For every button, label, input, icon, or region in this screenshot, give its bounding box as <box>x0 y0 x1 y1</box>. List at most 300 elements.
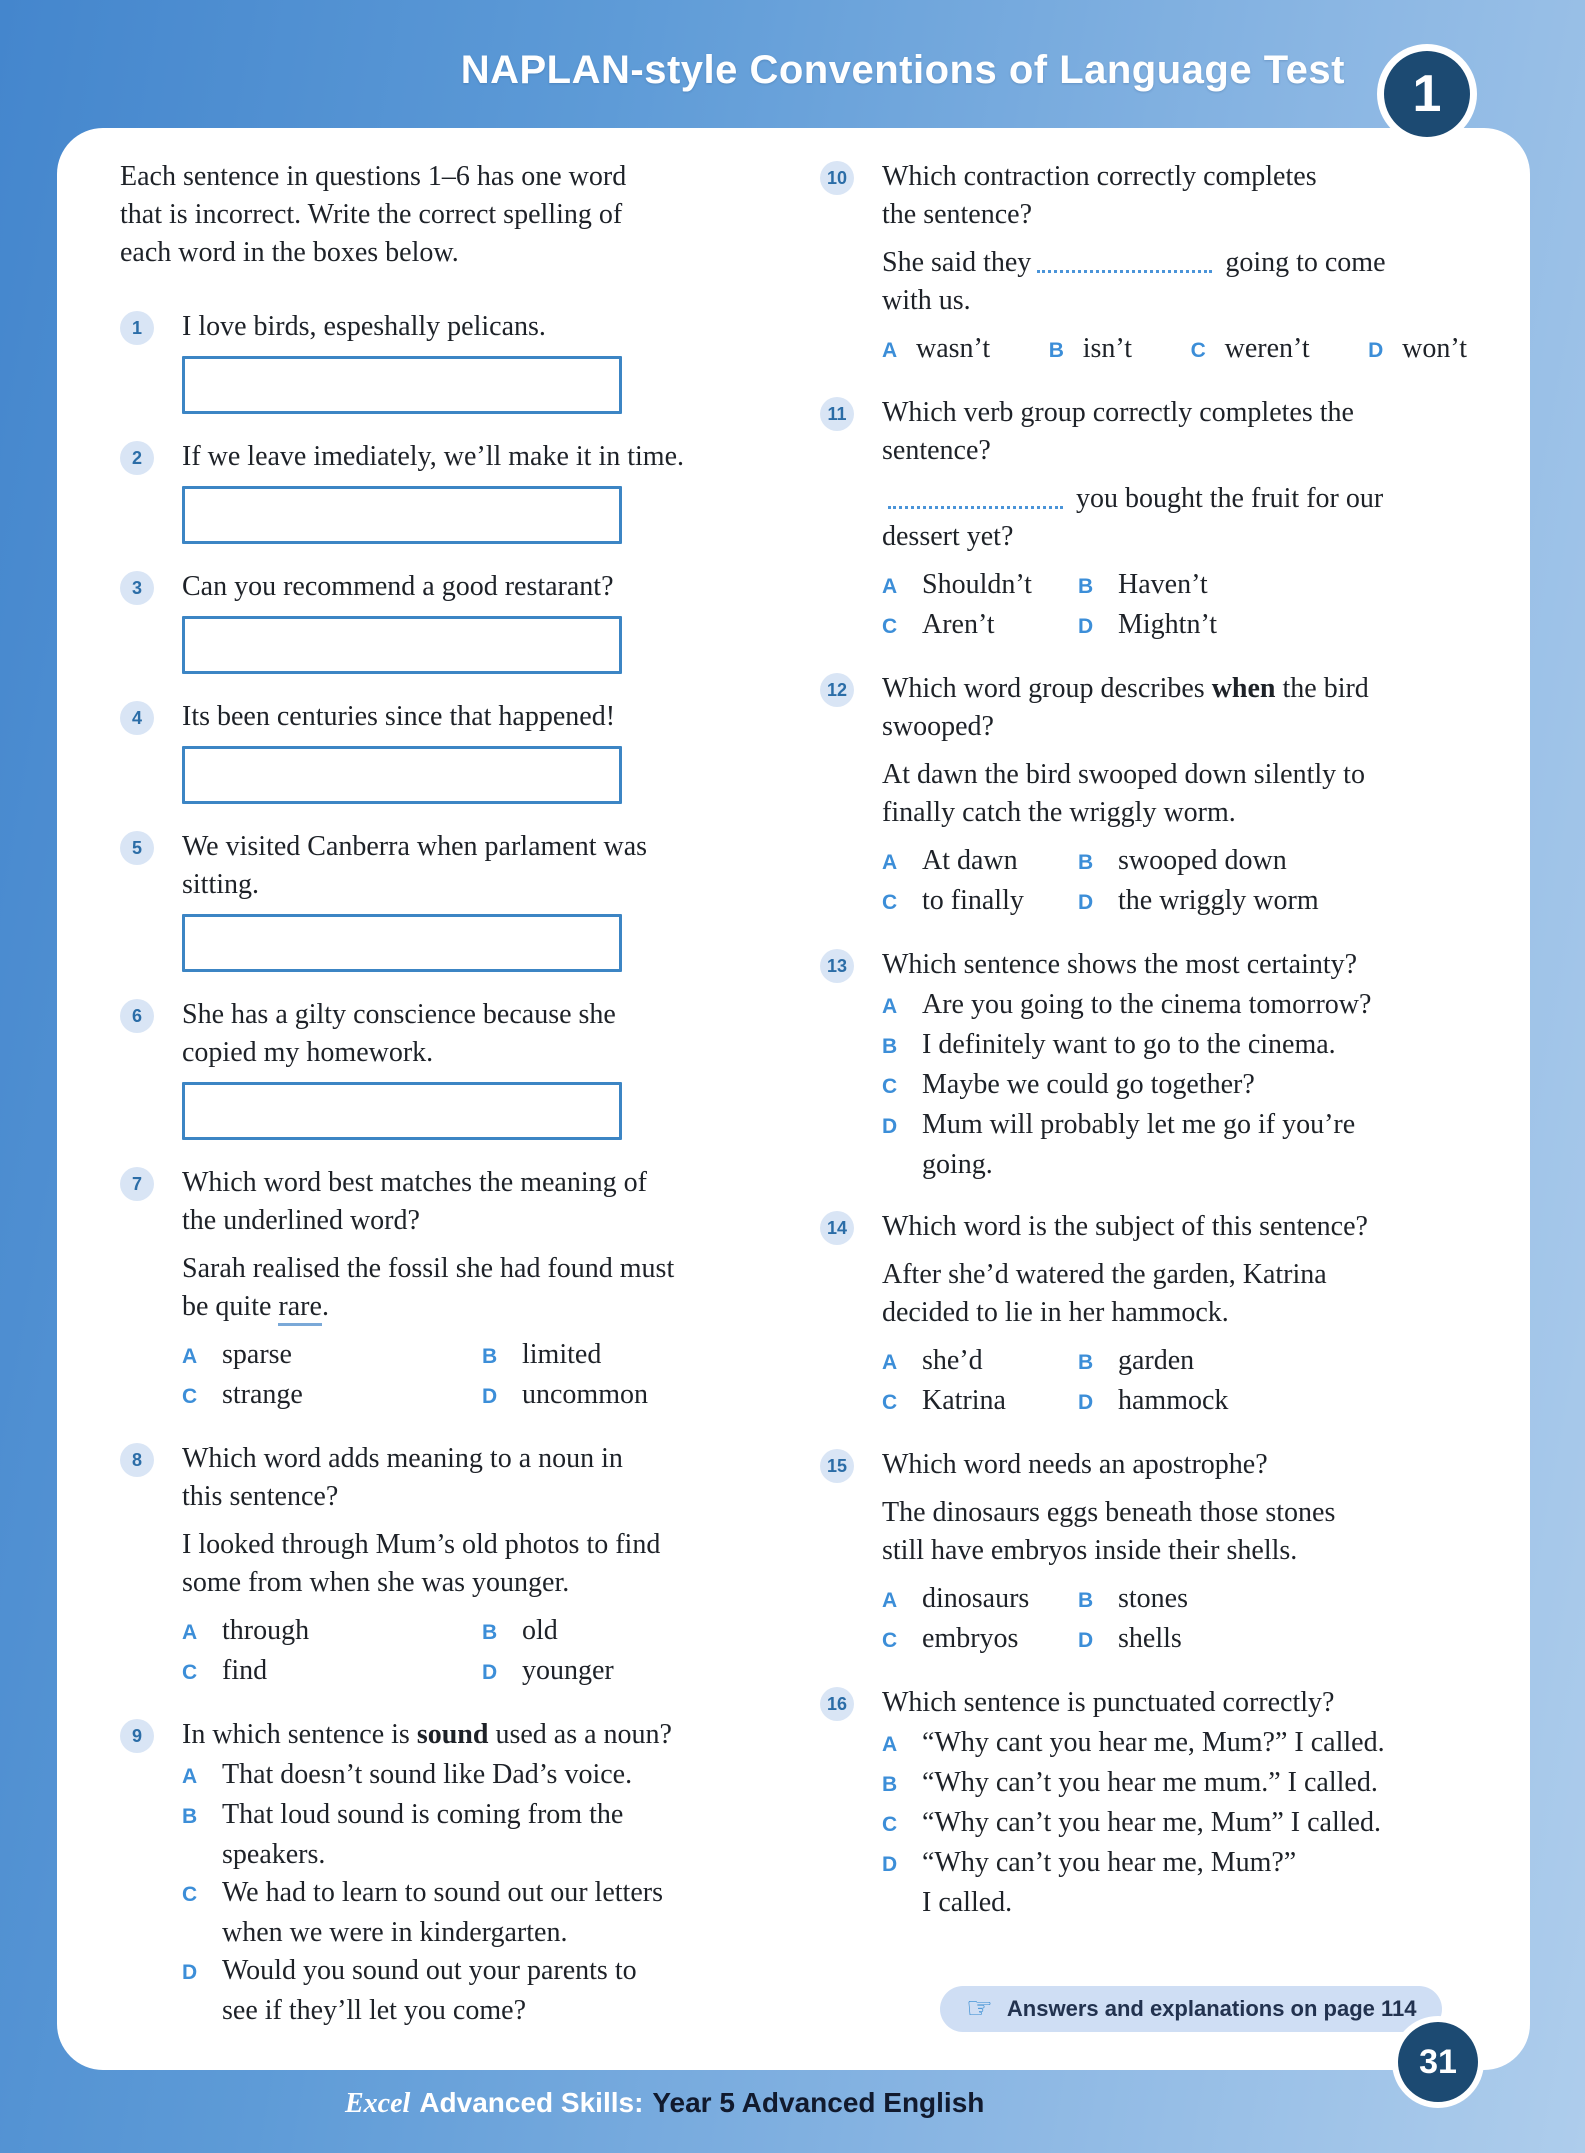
question-number-badge <box>120 1443 154 1477</box>
option-text <box>922 1620 1018 1658</box>
option <box>882 842 1078 882</box>
option-text <box>1225 330 1310 368</box>
question-12 <box>820 670 1500 922</box>
option-text <box>922 1109 1355 1180</box>
option-text <box>922 842 1018 880</box>
text-segment: be quite <box>182 1291 279 1322</box>
options <box>882 842 1500 922</box>
question-number-badge <box>820 397 854 431</box>
option <box>182 1612 482 1652</box>
option-letter: D <box>482 1385 498 1408</box>
option-text <box>1118 566 1208 604</box>
option-letter: A <box>882 1589 898 1612</box>
option <box>882 1764 1500 1804</box>
option-letter: A <box>882 575 898 598</box>
text-segment: Which word group describes <box>882 673 1212 704</box>
page-number-circle <box>1392 2016 1484 2108</box>
option <box>882 1066 1500 1106</box>
text-segment: That doesn’t sound like Dad’s voice. <box>222 1759 633 1790</box>
option-letter: D <box>482 1661 498 1684</box>
option <box>882 1724 1500 1764</box>
question-number-badge <box>120 999 154 1033</box>
option <box>182 1652 482 1692</box>
text-segment: I looked through Mum’s old photos to find <box>182 1529 661 1560</box>
option-letter: C <box>882 615 898 638</box>
text-segment: . <box>321 1291 329 1322</box>
option-text <box>1083 330 1132 368</box>
text-segment: Shouldn’t <box>922 569 1032 600</box>
text-segment: Sarah realised the fossil she had found must <box>182 1253 675 1284</box>
question-number-label: 2 <box>131 447 142 468</box>
text-segment: She said they <box>882 247 1032 278</box>
question-text <box>182 996 780 1072</box>
blank-line <box>888 486 1063 509</box>
question-number-badge <box>120 1719 154 1753</box>
option <box>482 1376 780 1416</box>
text-segment: she’d <box>922 1345 983 1376</box>
text-segment: copied my homework. <box>182 1037 434 1068</box>
question-text <box>882 1446 1500 1484</box>
text-segment: We visited Canberra when parlament was <box>182 831 648 862</box>
question-number-label: 6 <box>131 1005 142 1026</box>
option <box>482 1336 780 1376</box>
option-letter: C <box>182 1385 198 1408</box>
option-text <box>922 606 995 644</box>
option-letter: A <box>882 995 898 1018</box>
stimulus-text <box>882 756 1500 832</box>
bold-word: sound <box>416 1719 489 1750</box>
text-segment: Katrina <box>922 1385 1006 1416</box>
option-text <box>522 1612 558 1650</box>
option-letter: A <box>182 1621 198 1644</box>
option-letter: D <box>1368 339 1384 362</box>
question-text <box>882 946 1500 984</box>
text-segment: hammock <box>1118 1385 1229 1416</box>
option-letter: B <box>182 1805 198 1828</box>
text-segment: used as a noun? <box>488 1719 672 1750</box>
page-number <box>1398 2022 1478 2102</box>
text-segment: swooped? <box>882 711 994 742</box>
option <box>882 606 1078 646</box>
option-text <box>522 1376 648 1414</box>
question-number-badge <box>120 571 154 605</box>
text-segment: speakers. <box>222 1839 326 1870</box>
text-segment: sparse <box>222 1339 292 1370</box>
instructions-text: Each sentence in questions 1–6 has one word that is incorrect. Write the correct spelling of each word in the boxes below. <box>120 161 627 268</box>
question-number-badge <box>820 1687 854 1721</box>
page-number-label: 31 <box>1419 2042 1457 2081</box>
question-number-label: 1 <box>131 317 142 338</box>
options <box>882 1342 1500 1422</box>
underlined-word: rare <box>278 1291 322 1326</box>
text-segment: “Why can’t you hear me, Mum” I called. <box>922 1807 1381 1838</box>
question-3 <box>120 568 780 674</box>
question-text <box>882 1208 1500 1246</box>
option <box>882 1342 1078 1382</box>
option-text <box>1118 606 1217 644</box>
option <box>1078 1382 1500 1422</box>
question-4 <box>120 698 780 804</box>
option-text <box>222 1955 637 2026</box>
option-text <box>1118 1620 1182 1658</box>
option-letter: A <box>882 339 898 362</box>
text-segment: Which word needs an apostrophe? <box>882 1449 1268 1480</box>
option-letter: C <box>882 1813 898 1836</box>
text-segment: old <box>522 1615 558 1646</box>
stimulus-text <box>882 480 1500 556</box>
text-segment: the underlined word? <box>182 1205 420 1236</box>
text-segment: Are you going to the cinema tomorrow? <box>922 989 1372 1020</box>
options <box>182 1336 780 1416</box>
answer-box[interactable] <box>182 616 622 674</box>
option <box>882 882 1078 922</box>
text-segment: see if they’ll let you come? <box>222 1995 526 2026</box>
option-letter: D <box>882 1853 898 1876</box>
option-text <box>1118 842 1287 880</box>
option-letter: A <box>882 1351 898 1374</box>
options <box>182 1612 780 1692</box>
text-segment: Mightn’t <box>1118 609 1218 640</box>
question-text <box>182 1164 780 1240</box>
question-number-label: 3 <box>131 577 142 598</box>
text-segment: I definitely want to go to the cinema. <box>922 1029 1336 1060</box>
option-text <box>1402 330 1467 368</box>
text-segment: She has a gilty conscience because she <box>182 999 616 1030</box>
option <box>882 1844 1500 1922</box>
option-text <box>922 882 1024 920</box>
options <box>882 986 1500 1184</box>
pointing-hand-icon: ☞ <box>966 1991 993 2026</box>
option <box>1078 606 1500 646</box>
option <box>882 1580 1078 1620</box>
option-text <box>922 1767 1378 1798</box>
option <box>1078 1342 1500 1382</box>
text-segment: some from when she was younger. <box>182 1567 570 1598</box>
text-segment: sentence? <box>882 435 991 466</box>
answer-box[interactable] <box>182 914 622 972</box>
option-text <box>222 1376 303 1414</box>
option-letter: D <box>1078 615 1094 638</box>
text-segment: Which verb group correctly completes the <box>882 397 1354 428</box>
question-number-badge <box>820 161 854 195</box>
option-letter: A <box>182 1765 198 1788</box>
option-text <box>916 330 990 368</box>
option <box>1191 330 1310 370</box>
answer-box[interactable] <box>182 356 622 414</box>
option-text <box>1118 1382 1228 1420</box>
option-letter: A <box>882 851 898 874</box>
option-letter: D <box>182 1961 198 1984</box>
question-number-badge <box>120 1167 154 1201</box>
option <box>1078 1620 1500 1660</box>
question-text <box>882 1684 1500 1722</box>
text-segment: dinosaurs <box>922 1583 1030 1614</box>
option-text <box>222 1759 632 1790</box>
option <box>182 1336 482 1376</box>
option <box>182 1756 780 1796</box>
text-segment: find <box>222 1655 268 1686</box>
question-number-label: 8 <box>131 1449 142 1470</box>
options <box>882 1580 1500 1660</box>
question-text <box>182 828 780 904</box>
question-7 <box>120 1164 780 1416</box>
options <box>182 1756 780 2030</box>
text-segment: finally catch the wriggly worm. <box>882 797 1236 828</box>
question-text <box>882 670 1500 746</box>
option-text <box>222 1799 623 1870</box>
text-segment: shells <box>1118 1623 1182 1654</box>
question-number-label: 14 <box>826 1217 848 1238</box>
text-segment: younger <box>522 1655 614 1686</box>
option-text <box>522 1336 601 1374</box>
text-segment: sitting. <box>182 869 260 900</box>
test-number-circle <box>1377 44 1477 144</box>
option-letter: B <box>482 1345 498 1368</box>
option <box>182 1376 482 1416</box>
right-column <box>820 158 1500 1946</box>
text-segment: to finally <box>922 885 1024 916</box>
text-segment: strange <box>222 1379 303 1410</box>
answers-reference-badge <box>940 1986 1442 2032</box>
question-number-badge <box>120 831 154 865</box>
question-text <box>182 568 780 606</box>
footer-book-title <box>345 2086 984 2121</box>
text-segment: the bird <box>1275 673 1369 704</box>
text-segment: Which sentence shows the most certainty? <box>882 949 1358 980</box>
text-segment: Which word best matches the meaning of <box>182 1167 647 1198</box>
question-number-badge <box>120 441 154 475</box>
answer-box[interactable] <box>182 1082 622 1140</box>
text-segment: I called. <box>922 1887 1013 1918</box>
option-letter: B <box>882 1035 898 1058</box>
text-segment: won’t <box>1402 333 1467 364</box>
text-segment: limited <box>522 1339 602 1370</box>
option-letter: D <box>882 1115 898 1138</box>
text-segment: Would you sound out your parents to <box>222 1955 637 1986</box>
option-text <box>922 566 1032 604</box>
text-segment: when we were in kindergarten. <box>222 1917 568 1948</box>
text-segment: At dawn <box>922 845 1018 876</box>
blank-line <box>1037 250 1212 273</box>
answer-box[interactable] <box>182 486 622 544</box>
option-text <box>922 1342 983 1380</box>
text-segment: still have embryos inside their shells. <box>882 1535 1298 1566</box>
text-segment: The dinosaurs eggs beneath those stones <box>882 1497 1336 1528</box>
text-segment: “Why can’t you hear me mum.” I called. <box>922 1767 1378 1798</box>
option-letter: B <box>1048 339 1064 362</box>
question-2 <box>120 438 780 544</box>
option <box>1078 1580 1500 1620</box>
question-number-label: 11 <box>827 403 847 424</box>
question-1 <box>120 308 780 414</box>
text-segment: Mum will probably let me go if you’re <box>922 1109 1356 1140</box>
option-text <box>922 1029 1336 1060</box>
option-letter: C <box>882 1391 898 1414</box>
option <box>482 1652 780 1692</box>
option-text <box>1118 1580 1188 1618</box>
text-segment: uncommon <box>522 1379 648 1410</box>
option-letter: A <box>882 1733 898 1756</box>
option-letter: C <box>882 891 898 914</box>
option <box>482 1612 780 1652</box>
question-15 <box>820 1446 1500 1660</box>
stimulus-text <box>882 244 1500 320</box>
content-card <box>57 128 1530 2070</box>
option-text <box>922 989 1371 1020</box>
question-number-label: 5 <box>131 837 142 858</box>
text-segment: isn’t <box>1082 333 1133 364</box>
option <box>1078 566 1500 606</box>
text-segment: Which contraction correctly completes <box>882 161 1317 192</box>
question-number-label: 16 <box>826 1693 848 1714</box>
option <box>1368 330 1467 370</box>
option <box>882 330 990 370</box>
text-segment: “Why cant you hear me, Mum?” I called. <box>922 1727 1385 1758</box>
question-number-label: 15 <box>826 1455 848 1476</box>
bold-word: when <box>1211 673 1276 704</box>
text-segment: Can you recommend a good restarant? <box>182 571 614 602</box>
option <box>182 1952 780 2030</box>
question-text <box>182 438 780 476</box>
option-text <box>922 1727 1385 1758</box>
text-segment: In which sentence is <box>182 1719 417 1750</box>
question-number-label: 13 <box>826 955 848 976</box>
stimulus-text <box>882 1494 1500 1570</box>
question-text <box>182 308 780 346</box>
text-segment: After she’d watered the garden, Katrina <box>882 1259 1327 1290</box>
option <box>882 566 1078 606</box>
text-segment: Its been centuries since that happened! <box>182 701 616 732</box>
text-segment: I love birds, espeshally pelicans. <box>182 311 546 342</box>
option-text <box>522 1652 614 1690</box>
test-number-label: 1 <box>1412 65 1442 123</box>
option <box>182 1796 780 1874</box>
option <box>1078 882 1500 922</box>
question-6 <box>120 996 780 1140</box>
option <box>882 1620 1078 1660</box>
question-number-label: 12 <box>826 679 848 700</box>
text-segment: We had to learn to sound out our letters <box>222 1877 663 1908</box>
option <box>882 1026 1500 1066</box>
text-segment: wasn’t <box>916 333 991 364</box>
question-9 <box>120 1716 780 2030</box>
text-segment: with us. <box>882 285 971 316</box>
question-number-badge <box>120 311 154 345</box>
question-11 <box>820 394 1500 646</box>
question-14 <box>820 1208 1500 1422</box>
text-segment: stones <box>1118 1583 1188 1614</box>
text-segment: swooped down <box>1118 845 1287 876</box>
option-text <box>222 1877 663 1948</box>
text-segment: going. <box>922 1149 993 1180</box>
answer-box[interactable] <box>182 746 622 804</box>
text-segment: decided to lie in her hammock. <box>882 1297 1229 1328</box>
option <box>882 1382 1078 1422</box>
option-letter: C <box>1190 339 1206 362</box>
text-segment: Which word adds meaning to a noun in <box>182 1443 623 1474</box>
question-16 <box>820 1684 1500 1922</box>
text-segment: the wriggly worm <box>1118 885 1319 916</box>
text-segment: “Why can’t you hear me, Mum?” <box>922 1847 1297 1878</box>
option-text <box>922 1580 1029 1618</box>
option-letter: D <box>1078 891 1094 914</box>
text-segment: going to come <box>1218 247 1386 278</box>
option <box>182 1874 780 1952</box>
question-number-badge <box>820 1449 854 1483</box>
option-text <box>1118 1342 1194 1380</box>
text-segment: That loud sound is coming from the <box>222 1799 624 1830</box>
option-letter: A <box>182 1345 198 1368</box>
text-segment: Maybe we could go together? <box>922 1069 1255 1100</box>
question-5 <box>120 828 780 972</box>
footer-book-name: Year 5 Advanced English <box>652 2087 985 2118</box>
option-letter: B <box>882 1773 898 1796</box>
footer-series-subtitle: Advanced Skills: <box>419 2087 644 2118</box>
text-segment: dessert yet? <box>882 521 1014 552</box>
question-13 <box>820 946 1500 1184</box>
text-segment: If we leave imediately, we’ll make it in time. <box>182 441 684 472</box>
question-10 <box>820 158 1500 370</box>
question-number-label: 10 <box>826 167 848 188</box>
question-number-badge <box>820 949 854 983</box>
option <box>882 986 1500 1026</box>
question-text <box>182 1440 780 1516</box>
question-number-badge <box>820 673 854 707</box>
option-text <box>222 1652 267 1690</box>
text-segment: weren’t <box>1224 333 1310 364</box>
text-segment: Which sentence is punctuated correctly? <box>882 1687 1335 1718</box>
question-8 <box>120 1440 780 1692</box>
text-segment: garden <box>1118 1345 1195 1376</box>
text-segment: Aren’t <box>922 609 995 640</box>
option-text <box>222 1336 292 1374</box>
text-segment: through <box>222 1615 310 1646</box>
options <box>882 566 1500 646</box>
text-segment: you bought the fruit for our <box>1069 483 1384 514</box>
option-letter: B <box>1078 1589 1094 1612</box>
test-number <box>1384 51 1470 137</box>
question-number-badge <box>820 1211 854 1245</box>
footer-series-name: Excel <box>345 2088 411 2119</box>
option-letter: C <box>882 1629 898 1652</box>
text-segment: At dawn the bird swooped down silently to <box>882 759 1365 790</box>
option-text <box>922 1382 1006 1420</box>
option-text <box>922 1069 1255 1100</box>
option <box>882 1106 1500 1184</box>
stimulus-text <box>182 1526 780 1602</box>
option-text <box>922 1807 1381 1838</box>
question-number-label: 7 <box>131 1173 142 1194</box>
option-text <box>222 1612 309 1650</box>
option-letter: D <box>1078 1629 1094 1652</box>
text-segment: the sentence? <box>882 199 1033 230</box>
question-text <box>182 1716 780 1754</box>
question-number-badge <box>120 701 154 735</box>
option <box>1078 842 1500 882</box>
stimulus-text <box>882 1256 1500 1332</box>
option-letter: B <box>482 1621 498 1644</box>
option-text <box>1118 882 1319 920</box>
option-letter: B <box>1078 851 1094 874</box>
option-letter: B <box>1078 1351 1094 1374</box>
option-letter: B <box>1078 575 1094 598</box>
question-text <box>882 394 1500 470</box>
options <box>882 330 1467 370</box>
text-segment: this sentence? <box>182 1481 339 1512</box>
option <box>1049 330 1132 370</box>
question-number-label: 4 <box>131 707 142 728</box>
question-number-label: 9 <box>131 1725 142 1746</box>
